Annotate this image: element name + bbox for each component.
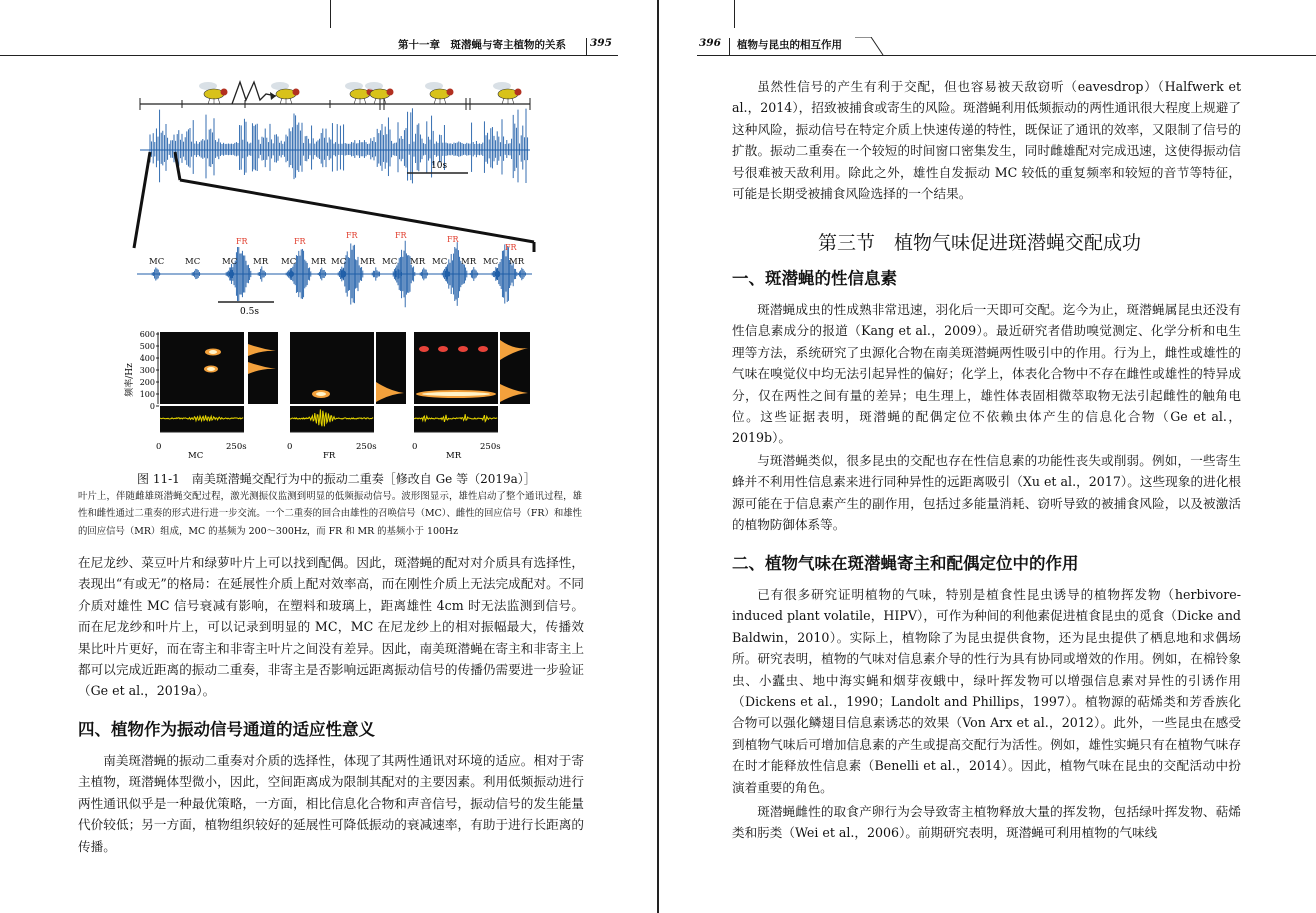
body-paragraph: 在尼龙纱、菜豆叶片和绿萝叶片上可以找到配偶。因此，斑潜蝇的配对对介质具有选择性，表现出“有或无”的格局：在延展性介质上配对效率高，而在刚性介质上无法完成配对。不同介质对雄性 MC 信号衰减有影响，在塑料和玻璃上，距离雄性 4cm 时无法监测到信号。而在尼龙纱和叶片上，可以记录到明显的 MC，MC 在尼龙纱上的相对振幅最大，传播效果比叶片更好，而在寄主和非寄主叶片之间没有差异。因此，南美斑潜蝇在寄主和非寄主上都可以完成近距离的振动二重奏，非寄主是否影响远距离振动信号的传播仍需要进一步验证（Ge et al.，2019a）。 (78, 555, 584, 699)
signal-label: MC (222, 257, 238, 267)
body-paragraph: 斑潜蝇雌性的取食产卵行为会导致寄主植物释放大量的挥发物，包括绿叶挥发物、萜烯类和肟类（Wei et al.，2006）。前期研究表明，斑潜蝇可利用植物的气味线 (732, 804, 1241, 841)
page-number: 395 (590, 37, 612, 49)
svg-text:0: 0 (412, 442, 418, 452)
signal-label: MC (149, 257, 165, 267)
signal-label: FR (346, 231, 358, 240)
signal-label: MR (410, 257, 426, 267)
panel-mr (412, 332, 530, 460)
panel-fr (287, 332, 406, 460)
zoom-line-left (134, 152, 150, 248)
fly-illustrations (199, 82, 522, 104)
y-tick-label: 100 (139, 390, 155, 399)
header-divider (586, 38, 587, 55)
signal-label: MC (185, 257, 201, 267)
signal-labels (149, 231, 525, 267)
section-heading-1: 一、斑潜蝇的性信息素 (732, 269, 897, 288)
body-paragraph: 虽然性信号的产生有利于交配，但也容易被天敌窃听（eavesdrop）（Halfwerk et al.，2014），招致被捕食或寄生的风险。斑潜蝇利用低频振动的两性通讯很大程度上规避了这种风险，振动信号在特定介质上快速传递的特性，既保证了通讯的效率，又限制了信号的扩散。振动二重奏在一个较短的时间窗口密集发生，同时雌雄配对完成迅速，这使得振动信号很难被天敌利用。除此之外，雄性自发振动 MC 较低的重复频率和较短的音节等特征，可能是长期受被捕食风险选择的一个结果。 (732, 79, 1241, 202)
header-rule (697, 55, 1316, 56)
panel-mc (156, 332, 278, 460)
signal-label: FR (236, 237, 248, 246)
fly-icon (271, 82, 300, 104)
signal-label: MR (253, 257, 269, 267)
figure-caption-note: 叶片上，伴随雌雄斑潜蝇交配过程，激光测振仪监测到明显的低频振动信号。波形图显示，雄性启动了整个通讯过程，雄性和雌性通过二重奏的形式进行进一步交流。一个二重奏的回合由雄性的召唤信号（MC）、雌性的回应信号（FR）和雄性的回应信号（MR）组成，MC 的基频为 200～300Hz，而 FR 和 MR 的基频小于 100Hz (78, 491, 582, 537)
y-tick-label: 300 (139, 366, 155, 375)
panel-label-mr: MR (446, 451, 462, 460)
signal-label: FR (294, 237, 306, 246)
panel-label-mc: MC (188, 451, 204, 460)
signal-label: MC (331, 257, 347, 267)
section-title: 第三节 植物气味促进斑潜蝇交配成功 (818, 232, 1142, 254)
signal-label: MC (281, 257, 297, 267)
book-title-header: 植物与昆虫的相互作用 (737, 39, 842, 51)
page-number: 396 (699, 37, 721, 49)
chapter-header: 第十一章 斑潜蝇与寄主植物的关系 (398, 39, 566, 51)
signal-label: MR (509, 257, 525, 267)
signal-label: FR (505, 243, 517, 252)
y-tick-label: 400 (139, 354, 155, 363)
y-tick-label: 0 (149, 402, 155, 411)
svg-text:0: 0 (156, 442, 162, 452)
y-tick-label: 200 (139, 378, 155, 387)
header-tab-corner (855, 37, 885, 56)
signal-label: MC (432, 257, 448, 267)
body-paragraph: 斑潜蝇成虫的性成熟非常迅速，羽化后一天即可交配。迄今为止，斑潜蝇属昆虫还没有性信息素成分的报道（Kang et al.，2009）。最近研究者借助嗅觉测定、化学分析和电生理等方法，系统研究了虫源化合物在南美斑潜蝇两性吸引中的作用。行为上，雌性或雄性的气味在嗅觉仪中均无法引起异性的偏好；化学上，体表化合物中不存在雌性或雄性的特异成分，仅在两性之间有量的差异；电生理上，雄性体表固相微萃取物无法引起雌性的触角电位。这些证据表明，斑潜蝇的配偶定位不依赖虫体产生的信息化合物（Ge et al.，2019b）。 (732, 302, 1241, 446)
signal-label: MR (311, 257, 327, 267)
signal-label: MR (360, 257, 376, 267)
panel-label-fr: FR (323, 451, 336, 460)
zigzag-path (232, 82, 276, 104)
crop-mark (330, 0, 331, 28)
y-tick-label: 600 (139, 330, 155, 339)
crop-mark (734, 0, 735, 28)
signal-label: FR (395, 231, 407, 240)
signal-label: MC (382, 257, 398, 267)
svg-text:250s: 250s (356, 442, 377, 452)
header-rule (0, 55, 618, 56)
fly-icon (425, 82, 454, 104)
body-paragraph: 已有很多研究证明植物的气味，特别是植食性昆虫诱导的植物挥发物（herbivore-induced plant volatile，HIPV），可作为种间的利他素促进植食昆虫的觅食（Dicke and Baldwin，2010）。实际上，植物除了为昆虫提供食物，还为昆虫提供了栖息地和求偶场所。研究表明，植物的气味对信息素介导的性行为具有协同或增效的作用。例如，在棉铃象虫、小蠹虫、地中海实蝇和烟芽夜蛾中，绿叶挥发物可以增强信息素对异性的引诱作用（Dickens et al.，1990；Landolt and Phillips，1997）。植物源的萜烯类和芳香族化合物可以强化鳞翅目信息素诱芯的效果（Von Arx et al.，2012）。此外，一些昆虫在感受到植物气味后可增加信息素的产生或提高交配行为活性。例如，雄性实蝇只有在植物气味存在时才能释放性信息素（Benelli et al.，2014）。因此，植物气味在昆虫的交配活动中扮演着重要的角色。 (732, 587, 1241, 795)
left-page (0, 0, 657, 913)
scale-label-10s: 10s (431, 161, 448, 171)
waveform-full (150, 108, 528, 183)
fly-icon (493, 82, 522, 104)
section-heading-2: 二、植物气味在斑潜蝇寄主和配偶定位中的作用 (732, 554, 1079, 573)
svg-text:0: 0 (287, 442, 293, 452)
y-axis-ticks (140, 330, 159, 411)
section-heading-4: 四、植物作为振动信号通道的适应性意义 (78, 720, 375, 739)
arrow-head (270, 92, 276, 100)
signal-label: FR (447, 235, 459, 244)
body-paragraph: 南美斑潜蝇的振动二重奏对介质的选择性，体现了其两性通讯对环境的适应。相对于寄主植物，斑潜蝇体型微小，因此，空间距离成为限制其配对的主要因素。利用低频振动进行两性通讯似乎是一种最优策略，一方面，相比信息化合物和声音信号，振动信号的发生能量代价较低；另一方面，植物组织较好的延展性可降低振动的衰减速率，有助于进行长距离的传播。 (78, 753, 584, 854)
signal-label: MR (461, 257, 477, 267)
y-tick-label: 500 (139, 342, 155, 351)
svg-text:250s: 250s (480, 442, 501, 452)
svg-text:250s: 250s (226, 442, 247, 452)
body-paragraph: 与斑潜蝇类似，很多昆虫的交配也存在性信息素的功能性丧失或削弱。例如，一些寄生蜂并不利用性信息素来进行同种异性的远距离吸引（Xu et al.，2017）。这些现象的进化根源可能在于信息素产生的副作用，包括过多能量消耗、窃听导致的被捕食风险，以及被激活的植物防御体系等。 (732, 453, 1241, 533)
scale-label-0.5s: 0.5s (240, 307, 259, 317)
figure-caption: 图 11-1 南美斑潜蝇交配行为中的振动二重奏［修改自 Ge 等（2019a）］ (137, 472, 536, 486)
header-divider (729, 38, 730, 55)
figure-11-1 (0, 60, 657, 460)
right-page (659, 0, 1316, 913)
y-axis-label: 频率/Hz (125, 363, 135, 397)
fly-icon (199, 82, 228, 104)
signal-label: MC (483, 257, 499, 267)
